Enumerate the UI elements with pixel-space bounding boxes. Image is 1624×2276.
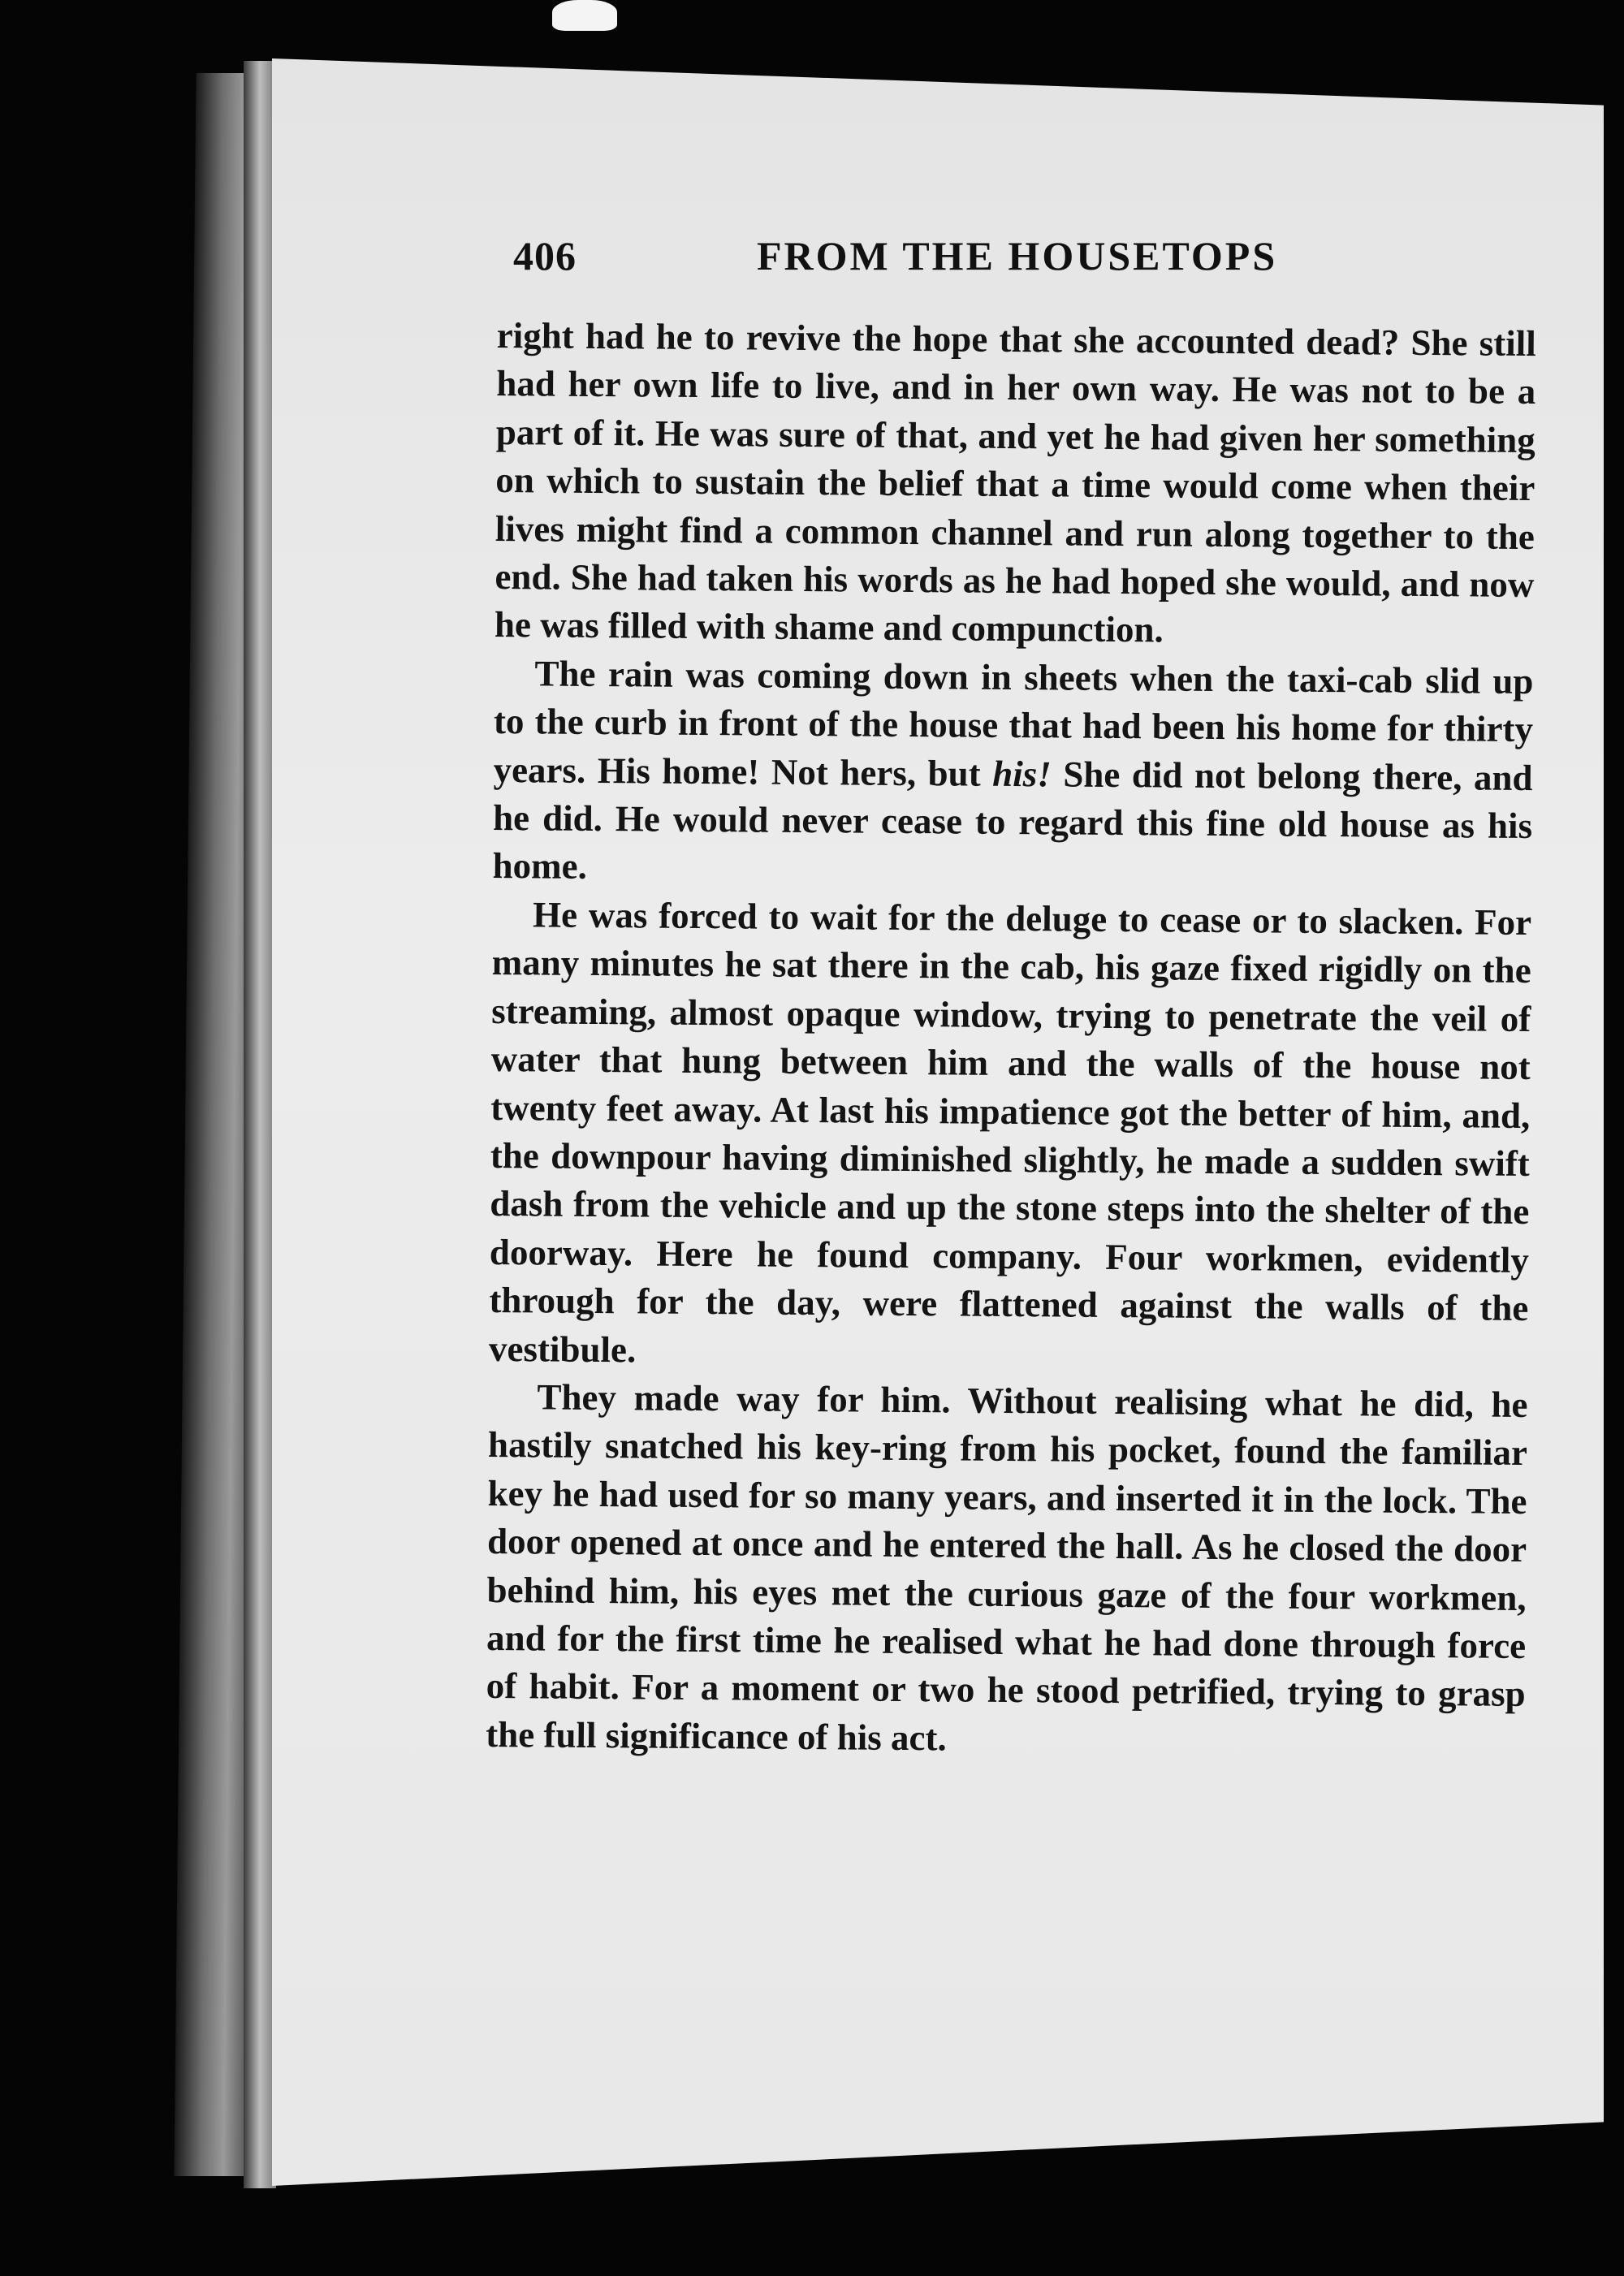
page-stack-edge: [244, 61, 276, 2188]
running-header: [513, 232, 1524, 289]
paragraph-2: [492, 650, 1533, 899]
paragraph-1: right had he to revive the hope that she accounted dead? She still had her own life to live, and in her own way. He was not to be a part of it. He was sure of that, and yet he had given her something on which to sustain the belief that a time would come when their lives might find a common channel and run along together to the end. She had taken his words as he had hoped she would, and now he was filled with shame and compunction.: [494, 314, 1536, 650]
paragraph-2-text-after: She did not belong there, and he did. He would never cease to regard this fine old house as his home.: [492, 754, 1533, 888]
paragraph-2-emphasis: his!: [992, 753, 1052, 795]
paragraph-4: They made way for him. Without realising what he did, he hastily snatched his key-ring from his pocket, found the familiar key he had used for so many years, and inserted it in the lock. The door opened at once and he entered the hall. As he closed the door behind him, his eyes met the curious gaze of the four workmen, and for the first time he realised what he had done through force of habit. For a moment or two he stood petrified, trying to grasp the full significance of his act.: [486, 1376, 1528, 1759]
page-number: 406: [513, 233, 577, 279]
scan-artifact: [552, 0, 617, 31]
body-text: [486, 312, 1536, 1767]
paragraph-2-text-before: The rain was coming down in sheets when the taxi-cab slid up to the curb in front of the house that had been his home for thirty years. His home! Not hers, but: [493, 653, 1534, 794]
paragraph-3: He was forced to wait for the deluge to cease or to slacken. For many minutes he sat there in the cab, his gaze fixed rigidly on the streaming, almost opaque window, trying to penetrate the veil of water that hung between him and the walls of the house not twenty feet away. At last his impatience got the better of him, and, the downpour having diminished slightly, he made a sudden swift dash from the vehicle and up the stone steps into the shelter of the doorway. Here he found company. Four workmen, evidently through for the day, were flattened against the walls of the vestibule.: [488, 894, 1532, 1370]
running-title: FROM THE HOUSETOPS: [757, 233, 1278, 279]
